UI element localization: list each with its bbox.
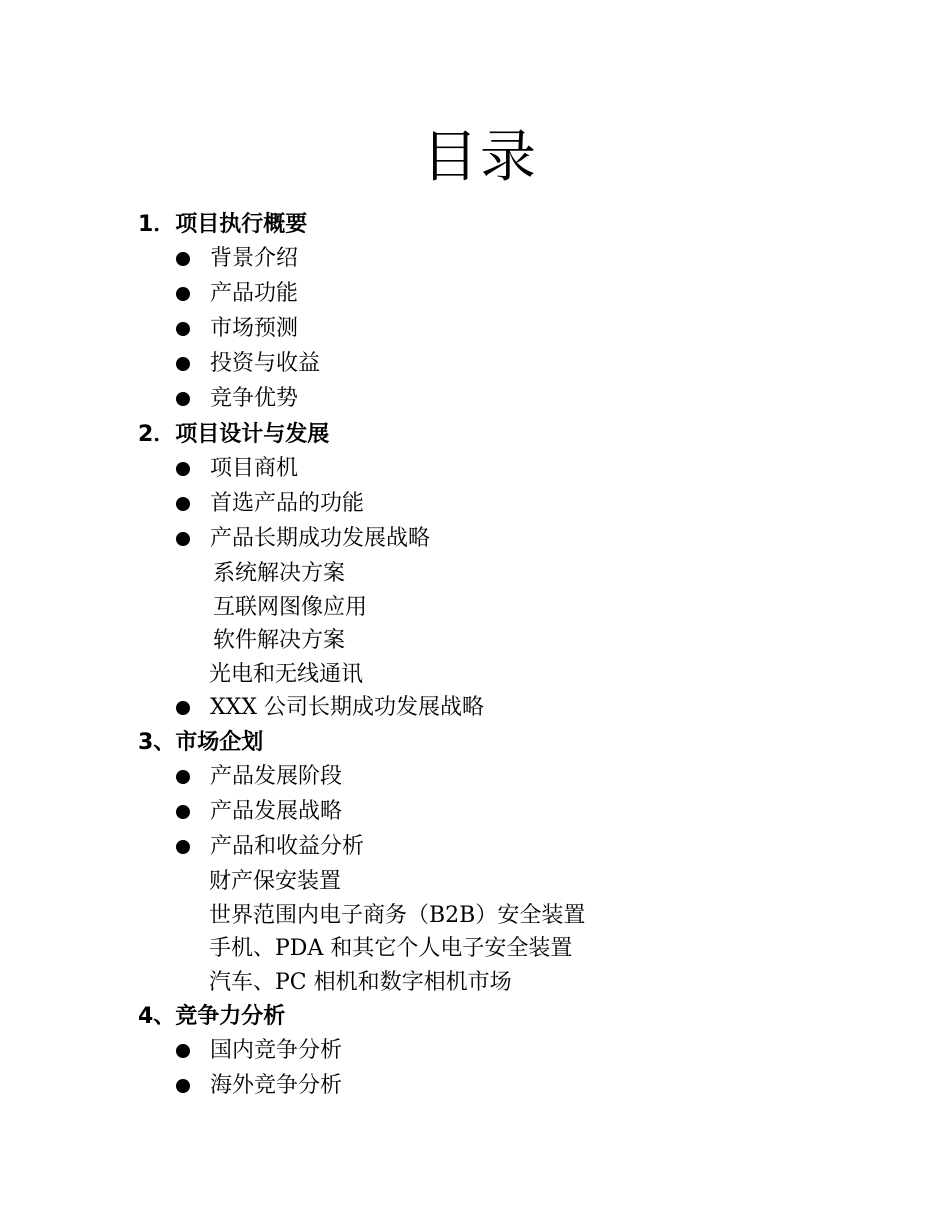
list-item xyxy=(176,243,298,275)
list-item xyxy=(176,761,342,793)
section-heading-4: 4、竞争力分析 xyxy=(138,1004,286,1029)
bullet-icon xyxy=(176,462,190,476)
list-item-label: 首选产品的功能 xyxy=(210,491,365,516)
section-heading-2: 2．项目设计与发展 xyxy=(138,422,330,447)
section-heading-3: 3、市场企划 xyxy=(138,730,264,755)
list-item xyxy=(176,383,298,415)
bullet-icon xyxy=(176,770,190,784)
bullet-icon xyxy=(176,392,190,406)
list-item-label: 产品功能 xyxy=(210,281,299,306)
bullet-icon xyxy=(176,287,190,301)
sub-item: 财产保安装置 xyxy=(209,869,342,894)
sub-item: 汽车、PC 相机和数字相机市场 xyxy=(209,970,512,995)
list-item-label: 国内竞争分析 xyxy=(210,1038,343,1063)
sub-item: 光电和无线通讯 xyxy=(209,662,364,687)
list-item-label: 产品和收益分析 xyxy=(210,834,365,859)
list-item xyxy=(176,313,298,345)
sub-item: 手机、PDA 和其它个人电子安全装置 xyxy=(209,936,573,961)
bullet-icon xyxy=(176,701,190,715)
bullet-icon xyxy=(176,532,190,546)
list-item xyxy=(176,348,320,380)
bullet-icon xyxy=(176,252,190,266)
bullet-icon xyxy=(176,805,190,819)
sub-item: 互联网图像应用 xyxy=(213,595,368,620)
list-item-label: 海外竞争分析 xyxy=(210,1073,343,1098)
list-item xyxy=(176,796,342,828)
list-item-label: 投资与收益 xyxy=(210,351,321,376)
bullet-icon xyxy=(176,322,190,336)
list-item xyxy=(176,278,298,310)
bullet-icon xyxy=(176,1079,190,1093)
list-item-label: 竞争优势 xyxy=(210,386,299,411)
sub-item: 世界范围内电子商务（B2B）安全装置 xyxy=(209,903,586,928)
list-item xyxy=(176,488,364,520)
list-item xyxy=(176,453,298,485)
page-title: 目录 xyxy=(422,125,538,190)
sub-item: 软件解决方案 xyxy=(213,628,346,653)
bullet-icon xyxy=(176,357,190,371)
section-heading-1: 1．项目执行概要 xyxy=(138,212,308,237)
list-item xyxy=(176,523,430,555)
list-item xyxy=(176,692,484,724)
list-item-label: 项目商机 xyxy=(210,456,299,481)
list-item xyxy=(176,1070,342,1102)
list-item-label: 产品发展阶段 xyxy=(210,764,343,789)
list-item xyxy=(176,831,364,863)
list-item-label: 产品长期成功发展战略 xyxy=(210,526,431,551)
list-item-label: 产品发展战略 xyxy=(210,799,343,824)
bullet-icon xyxy=(176,497,190,511)
list-item xyxy=(176,1035,342,1067)
sub-item: 系统解决方案 xyxy=(213,561,346,586)
list-item-label: 背景介绍 xyxy=(210,246,299,271)
list-item-label: XXX 公司长期成功发展战略 xyxy=(210,695,484,720)
list-item-label: 市场预测 xyxy=(210,316,299,341)
bullet-icon xyxy=(176,1044,190,1058)
bullet-icon xyxy=(176,840,190,854)
